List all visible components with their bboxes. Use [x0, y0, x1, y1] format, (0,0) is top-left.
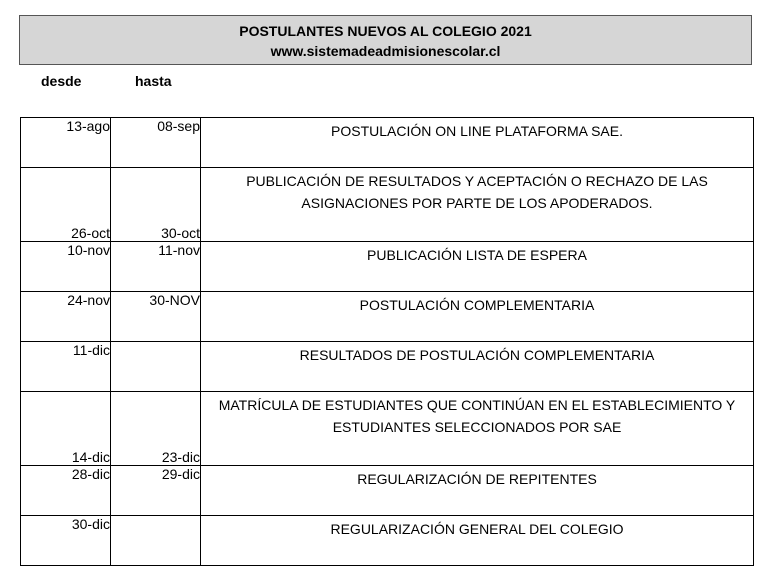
activity-line: PUBLICACIÓN LISTA DE ESPERA — [367, 247, 587, 263]
activity-cell — [201, 516, 754, 566]
date-from-cell: 13-ago — [21, 118, 111, 168]
activity-cell — [201, 168, 754, 242]
activity-line: RESULTADOS DE POSTULACIÓN COMPLEMENTARIA — [299, 347, 655, 363]
activity-cell — [201, 118, 754, 168]
date-to-cell: 30-NOV — [111, 292, 201, 342]
activity-cell — [201, 292, 754, 342]
table-row — [21, 466, 754, 516]
activity-cell — [201, 242, 754, 292]
date-from-cell: 11-dic — [21, 342, 111, 392]
activity-line: ESTUDIANTES SELECCIONADOS POR SAE — [332, 419, 622, 435]
column-header-hasta: hasta — [135, 73, 172, 89]
date-from-cell: 26-oct — [21, 168, 111, 242]
table-row — [21, 168, 754, 242]
date-to-cell: 29-dic — [111, 466, 201, 516]
table-row — [21, 392, 754, 466]
date-from-cell: 10-nov — [21, 242, 111, 292]
date-from-cell: 24-nov — [21, 292, 111, 342]
date-to-cell — [111, 516, 201, 566]
date-to-cell — [111, 342, 201, 392]
activity-line: REGULARIZACIÓN GENERAL DEL COLEGIO — [330, 521, 624, 537]
header-banner — [19, 15, 752, 65]
document-title: POSTULANTES NUEVOS AL COLEGIO 2021 — [239, 23, 532, 39]
activity-line: PUBLICACIÓN DE RESULTADOS Y ACEPTACIÓN O RECHAZO DE LAS — [246, 173, 708, 189]
date-to-cell: 11-nov — [111, 242, 201, 292]
table-row — [21, 118, 754, 168]
activity-line: ASIGNACIONES POR PARTE DE LOS APODERADOS. — [301, 195, 653, 211]
activity-line: REGULARIZACIÓN DE REPITENTES — [357, 471, 597, 487]
date-to-cell: 08-sep — [111, 118, 201, 168]
table-row — [21, 516, 754, 566]
schedule-table — [20, 117, 754, 566]
table-row — [21, 342, 754, 392]
date-from-cell: 30-dic — [21, 516, 111, 566]
date-from-cell: 28-dic — [21, 466, 111, 516]
activity-line: POSTULACIÓN ON LINE PLATAFORMA SAE. — [331, 123, 623, 139]
date-to-cell: 23-dic — [111, 392, 201, 466]
activity-line: POSTULACIÓN COMPLEMENTARIA — [359, 297, 595, 313]
table-row — [21, 292, 754, 342]
website-url: www.sistemadeadmisionescolar.cl — [270, 43, 501, 59]
column-header-desde: desde — [41, 73, 82, 89]
activity-cell — [201, 466, 754, 516]
activity-line: MATRÍCULA DE ESTUDIANTES QUE CONTINÚAN EN EL ESTABLECIMIENTO Y — [218, 397, 736, 413]
activity-cell — [201, 342, 754, 392]
date-to-cell: 30-oct — [111, 168, 201, 242]
date-from-cell: 14-dic — [21, 392, 111, 466]
activity-cell — [201, 392, 754, 466]
table-row — [21, 242, 754, 292]
